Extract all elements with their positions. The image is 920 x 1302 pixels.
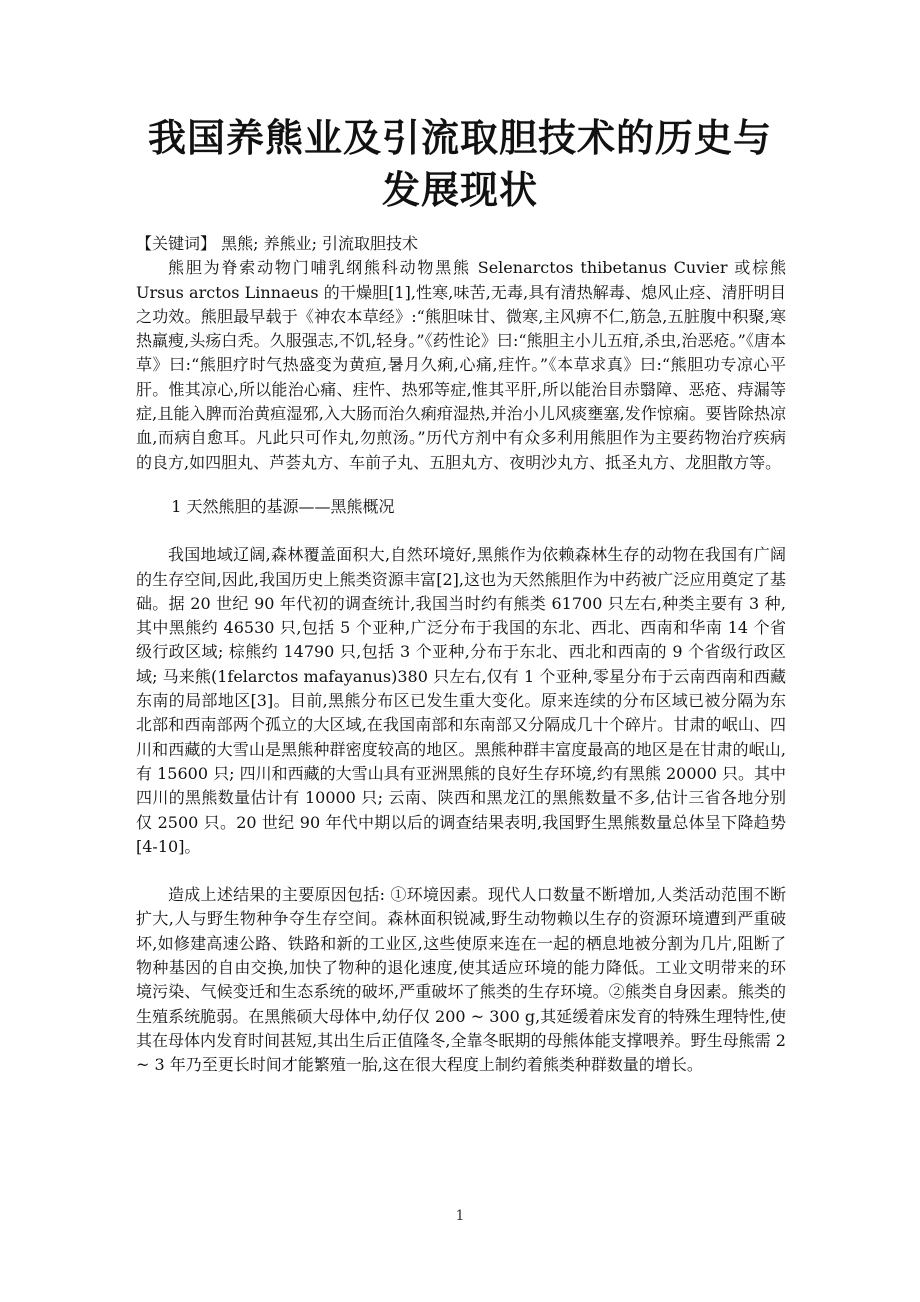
keywords-line [136, 232, 786, 256]
page-number: 1 [455, 1208, 465, 1224]
document-body [136, 232, 786, 1078]
keywords-label: 【关键词】 [136, 234, 217, 253]
paragraph-bear-overview: 我国地域辽阔,森林覆盖面积大,自然环境好,黑熊作为依赖森林生存的动物在我国有广阔的生存空间,因此,我国历史上熊类资源丰富[2],这也为天然熊胆作为中药被广泛应用奠定了基础。据 20 世纪 90 年代初的调查统计,我国当时约有熊类 61700 只左右,种类主要有 3 种,其中黑熊约 46530 只,包括 5 个亚种,广泛分布于我国的东北、西北、西南和华南 14 个省级行政区域; 棕熊约 14790 只,包括 3 个亚种,分布于东北、西北和西南的 9 个省级行政区域; 马来熊(1felarctos mafayanus)380 只左右,仅有 1 个亚种,零星分布于云南西南和西藏东南的局部地区[3]。目前,黑熊分布区已发生重大变化。原来连续的分布区域已被分隔为东北部和西南部两个孤立的大区域,在我国南部和东南部又分隔成几十个碎片。甘肃的岷山、四川和西藏的大雪山是黑熊种群密度较高的地区。黑熊种群丰富度最高的地区是在甘肃的岷山,有 15600 只; 四川和西藏的大雪山具有亚洲黑熊的良好生存环境,约有黑熊 20000 只。其中四川的黑熊数量估计有 10000 只; 云南、陕西和黑龙江的黑熊数量不多,估计三省各地分别仅 2500 只。20 世纪 90 年代中期以后的调查结果表明,我国野生黑熊数量总体呈下降趋势[4-10]。 [136, 545, 786, 856]
section-heading: 1 天然熊胆的基源——黑熊概况 [171, 496, 395, 516]
paragraph-causes: 造成上述结果的主要原因包括: ①环境因素。现代人口数量不断增加,人类活动范围不断扩大,人与野生物种争夺生存空间。森林面积锐减,野生动物赖以生存的资源环境遭到严重破坏,如修建高速公路、铁路和新的工业区,这些使原来连在一起的栖息地被分割为几片,阻断了物种基因的自由交换,加快了物种的退化速度,使其适应环境的能力降低。工业文明带来的环境污染、气候变迁和生态系统的破坏,严重破坏了熊类的生存环境。②熊类自身因素。熊类的生殖系统脆弱。在黑熊硕大母体中,幼仔仅 200 ~ 300 g,其延缓着床发育的特殊生理特性,使其在母体内发育时间甚短,其出生后正值隆冬,全靠冬眠期的母熊体能支撑喂养。野生母熊需 2 ~ 3 年乃至更长时间才能繁殖一胎,这在很大程度上制约着熊类种群数量的增长。 [136, 885, 786, 1075]
keywords-text: 黑熊; 养熊业; 引流取胆技术 [216, 234, 419, 253]
document-title: 我国养熊业及引流取胆技术的历史与发展现状 [147, 115, 772, 212]
paragraph-intro: 熊胆为脊索动物门哺乳纲熊科动物黑熊 Selenarctos thibetanus Cuvier 或棕熊 Ursus arctos Linnaeus 的干燥胆[1],性寒,味苦,无毒,具有清热解毒、熄风止痉、清肝明目之功效。熊胆最早载于《神农本草经》:“熊胆味甘、微寒,主风痹不仁,筋急,五脏腹中积聚,寒热羸瘦,头疡白秃。久服强志,不饥,轻身。”《药性论》曰:“熊胆主小儿五疳,杀虫,治恶疮。”《唐本草》曰:“熊胆疗时气热盛变为黄疸,暑月久痢,心痛,疰忤。”《本草求真》曰:“熊胆功专凉心平肝。惟其凉心,所以能治心痛、疰忤、热邪等症,惟其平肝,所以能治目赤翳障、恶疮、痔漏等症,且能入脾而治黄疸湿邪,入大肠而治久痢疳湿热,并治小儿风痰壅塞,发作惊痫。要皆除热凉血,而病自愈耳。凡此只可作丸,勿煎汤。”历代方剂中有众多利用熊胆作为主要药物治疗疾病的良方,如四胆丸、芦荟丸方、车前子丸、五胆丸方、夜明沙丸方、抵圣丸方、龙胆散方等。 [136, 258, 786, 472]
